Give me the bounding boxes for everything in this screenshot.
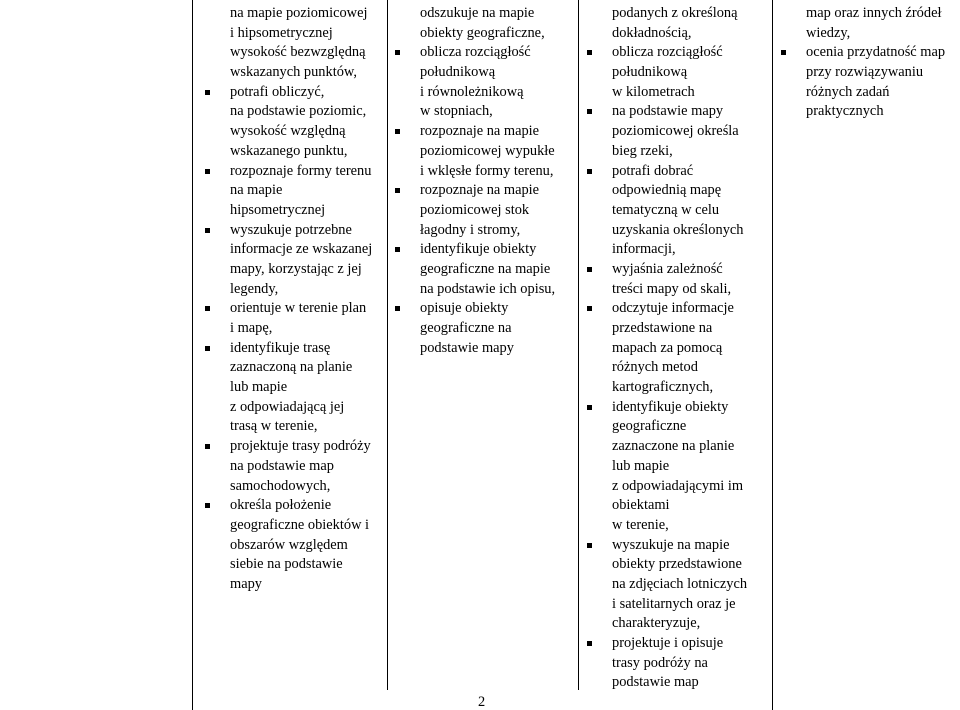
bullet-icon [205,169,210,174]
bullet-icon [395,129,400,134]
line-text: oblicza rozciągłość [612,44,723,61]
text-line [230,43,380,63]
bullet-item-line [230,83,380,103]
line-text: podanych z określoną [612,5,738,21]
bullet-icon [587,169,592,174]
line-text: oblicza rozciągłość [420,44,531,61]
line-text: zaznaczoną na planie [230,359,353,376]
line-text: map oraz innych źródeł [806,5,942,21]
line-text: z odpowiadającą jej [230,398,345,415]
bullet-item-line [612,162,772,182]
text-line [230,555,380,575]
text-line [230,102,380,122]
text-line [420,83,580,103]
text-line [612,63,772,83]
bullet-icon [205,346,210,351]
text-line [230,319,380,339]
line-text: geograficzne [612,418,687,435]
line-text: określa położenie [230,497,332,514]
bullet-item-line [612,634,772,654]
bullet-icon [587,405,592,410]
line-text: mapach za pomocą [612,339,723,356]
line-text: na podstawie ich opisu, [420,280,556,297]
bullet-icon [395,306,400,311]
text-line [230,398,380,418]
bullet-item-line [612,398,772,418]
line-text: z odpowiadającymi im [612,477,744,494]
line-text: wyjaśnia zależność [612,260,723,277]
line-text: informacje ze wskazanej [230,241,373,258]
line-text: i równoleżnikową [420,83,524,100]
bullet-item-line [420,122,580,142]
text-line [612,181,772,201]
bullet-item-line [230,339,380,359]
text-line [612,142,772,162]
line-text: różnych metod [612,359,698,376]
text-line [230,122,380,142]
table-column-1 [230,4,380,595]
text-line [230,378,380,398]
line-text: podstawie mapy [420,339,514,356]
line-text: w terenie, [612,516,669,533]
line-text: południkową [420,64,496,81]
text-line [612,319,772,339]
line-text: lub mapie [612,457,670,474]
text-line [806,102,956,122]
line-text: geograficzne obiektów i [230,516,370,533]
table-column-2 [420,4,580,358]
line-text: rozpoznaje formy terenu [230,162,372,179]
bullet-icon [205,503,210,508]
text-line [420,260,580,280]
text-line [612,595,772,615]
line-text: wskazanych punktów, [230,64,357,81]
line-text: wysokość względną [230,123,346,140]
text-line [230,201,380,221]
bullet-item-line [420,299,580,319]
line-text: dokładnością, [612,24,692,41]
text-line [612,240,772,260]
bullet-icon [587,109,592,114]
bullet-item-line [612,43,772,63]
text-line [230,181,380,201]
line-text: obiekty geograficzne, [420,24,545,41]
text-line [230,536,380,556]
line-text: odszukuje na mapie [420,5,535,21]
text-line [230,260,380,280]
text-line [612,122,772,142]
bullet-item-line [230,496,380,516]
line-text: na mapie [230,182,283,199]
text-line [806,4,956,24]
text-line [612,417,772,437]
line-text: ocenia przydatność map [806,44,946,61]
table-divider-1 [387,0,388,690]
text-line [612,516,772,536]
line-text: w stopniach, [420,103,493,120]
text-line [420,142,580,162]
line-text: na podstawie map [230,457,334,474]
text-line [230,63,380,83]
line-text: hipsometrycznej [230,201,326,218]
text-line [230,516,380,536]
text-line [420,201,580,221]
bullet-icon [587,543,592,548]
line-text: tematyczną w celu [612,201,720,218]
line-text: lub mapie [230,379,288,396]
text-line [612,378,772,398]
text-line [230,477,380,497]
text-line [806,63,956,83]
line-text: obiektami [612,497,670,514]
line-text: zaznaczone na planie [612,438,735,455]
line-text: opisuje obiekty [420,300,509,317]
line-text: siebie na podstawie [230,556,343,573]
bullet-item-line [420,240,580,260]
text-line [612,437,772,457]
text-line [230,24,380,44]
line-text: rozpoznaje na mapie [420,182,540,199]
text-line [230,457,380,477]
line-text: identyfikuje obiekty [612,398,729,415]
bullet-icon [781,50,786,55]
table-column-3 [612,4,772,693]
line-text: charakteryzuje, [612,615,701,632]
text-line [420,162,580,182]
line-text: orientuje w terenie plan [230,300,367,317]
bullet-item-line [230,299,380,319]
text-line [230,575,380,595]
line-text: geograficzne na mapie [420,260,551,277]
text-line [230,358,380,378]
text-line [612,83,772,103]
text-line [420,339,580,359]
line-text: poziomicowej wypukłe [420,142,555,159]
line-text: trasą w terenie, [230,418,318,435]
line-text: podstawie map [612,674,699,691]
bullet-icon [587,306,592,311]
line-text: przy rozwiązywaniu [806,64,924,81]
line-text: i satelitarnych oraz je [612,595,736,612]
text-line [420,221,580,241]
line-text: i hipsometrycznej [230,24,333,41]
line-text: wysokość bezwzględną [230,44,366,61]
line-text: na podstawie poziomic, [230,103,367,120]
line-text: w kilometrach [612,83,695,100]
bullet-icon [587,50,592,55]
line-text: informacji, [612,241,676,258]
line-text: mapy, korzystając z jej [230,260,362,277]
line-text: i wklęsłe formy terenu, [420,162,554,179]
bullet-item-line [420,181,580,201]
line-text: potrafi obliczyć, [230,83,325,100]
bullet-item-line [806,43,956,63]
bullet-icon [587,267,592,272]
bullet-icon [205,228,210,233]
line-text: obiekty przedstawione [612,556,742,573]
line-text: wyszukuje na mapie [612,536,730,553]
line-text: różnych zadań [806,83,890,100]
text-line [612,221,772,241]
line-text: południkową [612,64,688,81]
line-text: na zdjęciach lotniczych [612,575,748,592]
text-line [420,24,580,44]
text-line [230,280,380,300]
table-divider-3 [772,0,773,710]
line-text: uzyskania określonych [612,221,744,238]
text-line [612,201,772,221]
line-text: kartograficznych, [612,379,714,396]
table-column-4 [806,4,956,122]
bullet-icon [395,188,400,193]
text-line [612,280,772,300]
text-line [612,358,772,378]
line-text: potrafi dobrać [612,162,694,179]
bullet-item-line [230,221,380,241]
line-text: treści mapy od skali, [612,280,732,297]
line-text: wyszukuje potrzebne [230,221,352,238]
line-text: wiedzy, [806,24,851,41]
bullet-item-line [612,536,772,556]
bullet-item-line [612,299,772,319]
bullet-icon [395,247,400,252]
text-line [230,4,380,24]
bullet-item-line [612,260,772,280]
bullet-item-line [230,437,380,457]
bullet-icon [205,306,210,311]
line-text: praktycznych [806,103,884,120]
line-text: na podstawie mapy [612,103,724,120]
bullet-icon [205,444,210,449]
line-text: poziomicowej określa [612,123,739,140]
text-line [420,280,580,300]
text-line [230,142,380,162]
bullet-icon [395,50,400,55]
line-text: bieg rzeki, [612,142,673,159]
line-text: na mapie poziomicowej [230,5,368,21]
line-text: identyfikuje obiekty [420,241,537,258]
table-border-left [192,0,193,710]
text-line [420,319,580,339]
line-text: obszarów względem [230,536,348,553]
text-line [612,555,772,575]
line-text: trasy podróży na [612,654,708,671]
line-text: legendy, [230,280,279,297]
line-text: projektuje trasy podróży [230,438,371,455]
line-text: przedstawione na [612,320,713,336]
text-line [612,24,772,44]
bullet-icon [205,90,210,95]
line-text: odczytuje informacje [612,300,734,317]
text-line [420,63,580,83]
bullet-icon [587,641,592,646]
text-line [806,24,956,44]
text-line [420,4,580,24]
line-text: łagodny i stromy, [420,221,521,238]
line-text: odpowiednią mapę [612,182,722,199]
text-line [612,477,772,497]
line-text: projektuje i opisuje [612,635,724,651]
line-text: samochodowych, [230,477,331,494]
page-number: 2 [478,694,486,710]
text-line [612,673,772,693]
text-line [420,102,580,122]
text-line [612,654,772,674]
line-text: geograficzne na [420,320,512,336]
bullet-item-line [230,162,380,182]
line-text: poziomicowej stok [420,201,530,218]
text-line [612,575,772,595]
line-text: wskazanego punktu, [230,142,348,159]
text-line [806,83,956,103]
line-text: i mapę, [230,320,273,336]
line-text: identyfikuje trasę [230,339,331,356]
text-line [612,4,772,24]
text-line [230,240,380,260]
line-text: mapy [230,575,262,592]
text-line [612,457,772,477]
bullet-item-line [612,102,772,122]
line-text: rozpoznaje na mapie [420,123,540,140]
text-line [230,417,380,437]
text-line [612,496,772,516]
bullet-item-line [420,43,580,63]
text-line [612,614,772,634]
text-line [612,339,772,359]
